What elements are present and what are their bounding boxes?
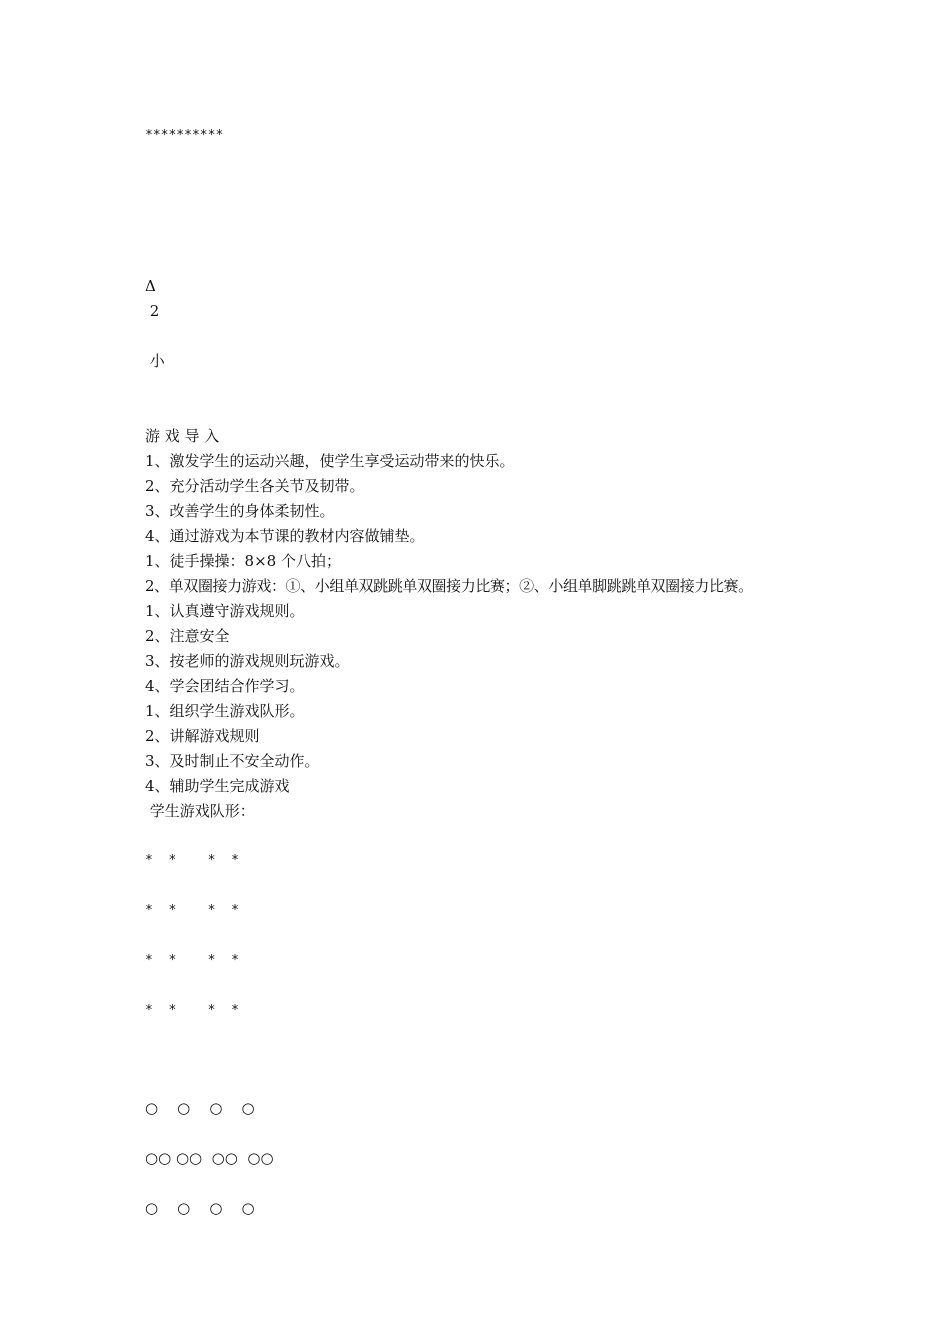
star-formation-row: * * * * <box>145 1003 239 1018</box>
circle-formation-row: ○ ○ ○ ○ <box>145 1099 255 1117</box>
teacher-item: 2、讲解游戏规则 <box>145 727 260 745</box>
star-header: ********** <box>145 128 224 143</box>
content-item: 2、单双圈接力游戏：①、小组单双跳跳单双圈接力比赛；②、小组单脚跳跳单双圈接力比赛。 <box>145 577 753 595</box>
requirement-item: 3、按老师的游戏规则玩游戏。 <box>145 652 350 670</box>
requirement-item: 1、认真遵守游戏规则。 <box>145 602 305 620</box>
star-formation-row: * * * * <box>145 953 239 968</box>
star-formation-row: * * * * <box>145 903 239 918</box>
circle-formation-row: ○ ○ ○ ○ <box>145 1199 255 1217</box>
goal-item: 4、通过游戏为本节课的教材内容做铺垫。 <box>145 527 425 545</box>
goal-item: 2、充分活动学生各关节及韧带。 <box>145 477 365 495</box>
number-marker: 2 <box>145 302 160 320</box>
teacher-item: 3、及时制止不安全动作。 <box>145 752 320 770</box>
content-item: 1、徒手操操：8×8 个八拍； <box>145 552 341 570</box>
teacher-item: 4、辅助学生完成游戏 <box>145 777 290 795</box>
section-title: 游 戏 导 入 <box>145 427 220 445</box>
circle-formation-row: ○○ ○○ ○○ ○○ <box>145 1149 274 1167</box>
requirement-item: 4、学会团结合作学习。 <box>145 677 305 695</box>
delta-marker: Δ <box>145 277 156 295</box>
small-marker: 小 <box>145 352 165 370</box>
formation-label: 学生游戏队形： <box>145 802 255 820</box>
teacher-item: 1、组织学生游戏队形。 <box>145 702 305 720</box>
goal-item: 3、改善学生的身体柔韧性。 <box>145 502 335 520</box>
goal-item: 1、激发学生的运动兴趣，使学生享受运动带来的快乐。 <box>145 452 515 470</box>
requirement-item: 2、注意安全 <box>145 627 230 645</box>
star-formation-row: * * * * <box>145 853 239 868</box>
